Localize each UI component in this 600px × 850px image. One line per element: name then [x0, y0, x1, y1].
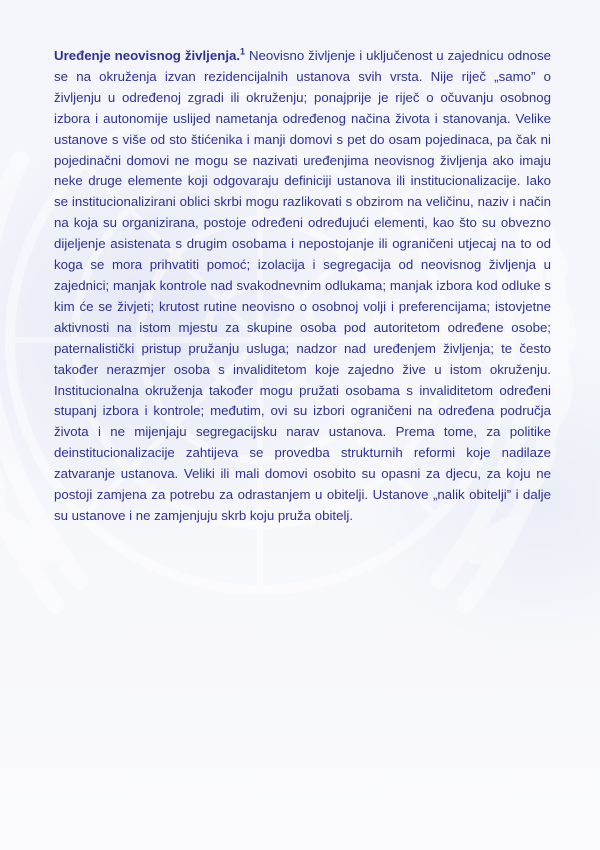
- footnote-reference[interactable]: 1: [240, 46, 246, 57]
- paragraph-text: Neovisno življenje i uključenost u zajednicu odnose se na okruženja izvan rezidencijalnih ustanova svih vrsta. Nije riječ „samo” o življenju u određenoj zgradi ili okruženju; ponajprije je riječ o očuvanju osobnog izbora i autonomije uslijed nametanja određenog načina života i stanovanja. Velike ustanove s više od sto štićenika i manji domovi s pet do osam pojedinaca, pa čak ni pojedinačni domovi ne mogu se nazivati uređenjima neovisnog življenja ako imaju neke druge elemente koji odgovaraju definiciji ustanova ili institucionalizacije. Iako se institucionalizirani oblici skrbi mogu razlikovati s obzirom na veličinu, naziv i način na koja su organizirana, postoje određeni određujući elementi, kao što su obvezno dijeljenje asistenata s drugim osobama i nepostojanje ili ograničeni utjecaj na to od koga se mora prihvatiti pomoć; izolacija i segregacija od neovisnog življenja u zajednici; manjak kontrole nad svakodnevnim odlukama; manjak izbora kod odluke s kim će se živjeti; krutost rutine neovisno o osobnoj volji i preferencijama; istovjetne aktivnosti na istom mjestu za skupine osoba pod autoritetom određene osobe; paternalistički pristup pružanju usluga; nadzor nad uređenjem življenja; te često također nerazmjer osoba s invaliditetom koje zajedno žive u istom okruženju. Institucionalna okruženja također mogu pružati osobama s invaliditetom određeni stupanj izbora i kontrole; međutim, ovi su izbori ograničeni na određena područja života i ne mijenjaju segregacijsku narav ustanova. Prema tome, za politike deinstitucionalizacije zahtijeva se provedba strukturnih reformi koje nadilaze zatvaranje ustanova. Veliki ili mali domovi osobito su opasni za djecu, za koju ne postoji zamjena za potrebu za odrastanjem u obitelji. Ustanove „nalik obitelji” i dalje su ustanove i ne zamjenjuju skrb koju pruža obitelj.: [54, 48, 551, 523]
- section-heading: Uređenje neovisnog življenja.: [54, 48, 241, 63]
- paragraph: [54, 46, 551, 527]
- document-body: [54, 46, 551, 527]
